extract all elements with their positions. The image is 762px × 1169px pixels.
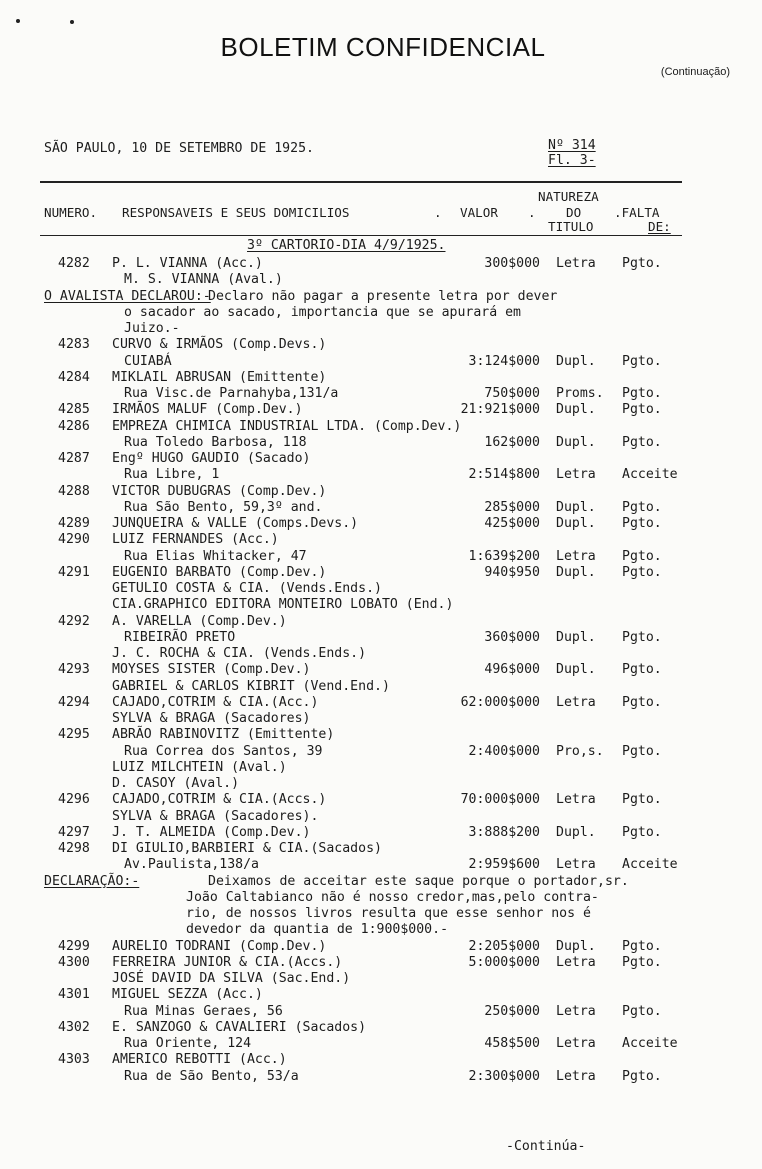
entry-responsible: AURELIO TODRANI (Comp.Dev.)	[112, 938, 327, 954]
table-row	[0, 630, 762, 646]
table-row	[0, 419, 762, 435]
entry-responsible: JUNQUEIRA & VALLE (Comps.Devs.)	[112, 516, 359, 531]
table-row	[0, 500, 762, 516]
entry-responsible: JOSÉ DAVID DA SILVA (Sac.End.)	[112, 971, 351, 986]
declaration-continuation: Juizo.-	[124, 321, 180, 336]
entry-responsible: MOYSES SISTER (Comp.Dev.)	[112, 662, 311, 678]
table-row	[0, 971, 762, 987]
table-row	[0, 370, 762, 386]
entry-responsible: D. CASOY (Aval.)	[112, 776, 240, 791]
table-row	[0, 272, 762, 288]
entry-fault: Pgto.	[622, 694, 662, 710]
entry-responsible: Rua Oriente, 124	[124, 1036, 252, 1051]
entry-number: 4283	[58, 337, 90, 353]
entry-value: 250$000	[484, 1003, 540, 1019]
entry-responsible: CAJADO,COTRIM & CIA.(Accs.)	[112, 792, 327, 808]
col-number: NUMERO.	[44, 205, 98, 220]
entry-fault: Pgto.	[622, 353, 662, 369]
entry-fault: Pgto.	[622, 499, 662, 515]
entry-value: 3:124$000	[468, 353, 540, 369]
entry-value: 5:000$000	[468, 954, 540, 970]
entry-responsible: Rua Visc.de Parnahyba,131/a	[124, 386, 339, 401]
entry-responsible: P. L. VIANNA (Acc.)	[112, 256, 263, 271]
entry-value: 300$000	[484, 256, 540, 271]
entry-title-type: Pro,s.	[556, 743, 604, 759]
col-responsible: RESPONSAVEIS E SEUS DOMICILIOS	[122, 205, 350, 220]
table-row	[0, 435, 762, 451]
entry-title-type: Letra	[556, 1003, 596, 1019]
page-title: BOLETIM CONFIDENCIAL	[220, 32, 546, 62]
entry-responsible: EMPREZA CHIMICA INDUSTRIAL LTDA. (Comp.Dev.)	[112, 418, 462, 434]
entry-responsible: SYLVA & BRAGA (Sacadores)	[112, 711, 311, 726]
table-row	[0, 516, 762, 532]
table-row	[0, 289, 762, 305]
entry-responsible: Rua Correa dos Santos, 39	[124, 743, 323, 759]
col-sep-dot: .	[434, 205, 442, 220]
declaration-continuation: o sacador ao sacado, importancia que se apurará em	[124, 304, 521, 320]
entry-fault: Pgto.	[622, 792, 662, 808]
table-row	[0, 809, 762, 825]
entry-responsible: EUGENIO BARBATO (Comp.Dev.)	[112, 564, 327, 580]
declaration-continuation: rio, de nossos livros resulta que esse senhor nos é	[186, 906, 591, 921]
table-row	[0, 874, 762, 890]
entry-value: 360$000	[484, 629, 540, 645]
entry-value: 425$000	[484, 516, 540, 531]
table-row	[0, 354, 762, 370]
entry-responsible: Rua Elias Whitacker, 47	[124, 548, 307, 564]
entry-number: 4287	[58, 451, 90, 466]
entry-responsible: LUIZ MILCHTEIN (Aval.)	[112, 759, 287, 775]
entry-title-type: Dupl.	[556, 516, 596, 531]
entry-responsible: CURVO & IRMÃOS (Comp.Devs.)	[112, 337, 327, 353]
entry-number: 4286	[58, 418, 90, 434]
table-row	[0, 939, 762, 955]
entry-responsible: CIA.GRAPHICO EDITORA MONTEIRO LOBATO (End.)	[112, 597, 454, 613]
bulletin-number: Nº 314	[548, 138, 596, 153]
entry-fault: Pgto.	[622, 564, 662, 580]
entry-number: 4303	[58, 1052, 90, 1068]
ink-dot	[70, 20, 74, 24]
entry-title-type: Dupl.	[556, 434, 596, 450]
entry-fault: Acceite	[622, 467, 678, 483]
entry-title-type: Letra	[556, 694, 596, 710]
entry-number: 4298	[58, 841, 90, 856]
entry-fault: Pgto.	[622, 954, 662, 970]
entry-value: 458$500	[484, 1036, 540, 1051]
sheet-number: Fl. 3-	[548, 153, 596, 168]
table-row	[0, 825, 762, 841]
entry-responsible: J. T. ALMEIDA (Comp.Dev.)	[112, 824, 311, 840]
entry-responsible: Engº HUGO GAUDIO (Sacado)	[112, 451, 311, 466]
table-row	[0, 256, 762, 272]
table-row	[0, 646, 762, 662]
entry-number: 4294	[58, 694, 90, 710]
entry-title-type: Letra	[556, 857, 596, 873]
entry-fault: Pgto.	[622, 516, 662, 531]
table-row	[0, 662, 762, 678]
entry-responsible: MIKLAIL ABRUSAN (Emittente)	[112, 369, 327, 385]
col-nature-3: TITULO	[548, 219, 594, 234]
table-row	[0, 386, 762, 402]
entry-fault: Pgto.	[622, 256, 662, 271]
col-nature-2: DO	[566, 205, 582, 220]
table-row	[0, 402, 762, 418]
table-row	[0, 467, 762, 483]
table-row	[0, 695, 762, 711]
entry-title-type: Letra	[556, 467, 596, 483]
entry-responsible: AMERICO REBOTTI (Acc.)	[112, 1052, 287, 1068]
header-rule-bottom	[40, 235, 682, 236]
table-row	[0, 565, 762, 581]
entry-title-type: Letra	[556, 792, 596, 808]
table-row	[0, 711, 762, 727]
entry-number: 4282	[58, 256, 90, 271]
entry-value: 2:400$000	[468, 743, 540, 759]
table-row	[0, 890, 762, 906]
entry-responsible: SYLVA & BRAGA (Sacadores).	[112, 808, 319, 824]
declaration-continuation: devedor da quantia de 1:900$000.-	[186, 922, 449, 938]
entry-value: 285$000	[484, 499, 540, 515]
table-row	[0, 776, 762, 792]
table-row	[0, 744, 762, 760]
entry-fault: Pgto.	[622, 743, 662, 759]
entry-number: 4291	[58, 564, 90, 580]
table-row	[0, 1052, 762, 1068]
entry-value: 940$950	[484, 564, 540, 580]
entry-title-type: Dupl.	[556, 499, 596, 515]
entry-number: 4284	[58, 369, 90, 385]
table-row	[0, 955, 762, 971]
entry-value: 3:888$200	[468, 824, 540, 840]
entry-title-type: Letra	[556, 1068, 596, 1084]
entry-fault: Pgto.	[622, 386, 662, 401]
entry-number: 4297	[58, 824, 90, 840]
entry-number: 4292	[58, 613, 90, 629]
entry-value: 496$000	[484, 662, 540, 678]
table-row	[0, 484, 762, 500]
entry-responsible: IRMÃOS MALUF (Comp.Dev.)	[112, 402, 303, 418]
entry-fault: Pgto.	[622, 548, 662, 564]
entry-value: 2:300$000	[468, 1068, 540, 1084]
col-fault-2: DE:	[648, 219, 671, 234]
entry-number: 4293	[58, 662, 90, 678]
entry-responsible: CUIABÁ	[124, 353, 172, 369]
entry-number: 4290	[58, 532, 90, 548]
entry-value: 750$000	[484, 386, 540, 401]
entry-title-type: Dupl.	[556, 629, 596, 645]
declaration-text: Declaro não pagar a presente letra por dever	[208, 288, 558, 304]
table-row	[0, 337, 762, 353]
entry-fault: Acceite	[622, 1036, 678, 1051]
entry-fault: Pgto.	[622, 402, 662, 418]
entry-number: 4299	[58, 938, 90, 954]
declaration-continuation: João Caltabianco não é nosso credor,mas,pelo contra-	[186, 889, 599, 905]
table-row	[0, 841, 762, 857]
entry-responsible: Rua de São Bento, 53/a	[124, 1068, 299, 1084]
entry-title-type: Letra	[556, 548, 596, 564]
entry-title-type: Letra	[556, 954, 596, 970]
col-fault-1: .FALTA	[614, 205, 660, 220]
entry-responsible: DI GIULIO,BARBIERI & CIA.(Sacados)	[112, 841, 382, 856]
table-row	[0, 727, 762, 743]
entry-responsible: GETULIO COSTA & CIA. (Vends.Ends.)	[112, 581, 382, 596]
entry-number: 4300	[58, 954, 90, 970]
entry-value: 2:205$000	[468, 938, 540, 954]
entry-title-type: Dupl.	[556, 662, 596, 678]
footer-continua: -Continúa-	[506, 1139, 586, 1154]
entry-value: 2:514$800	[468, 467, 540, 483]
section-title: 3º CARTORIO-DIA 4/9/1925.	[247, 238, 446, 253]
entry-value: 21:921$000	[460, 402, 540, 418]
entry-responsible: Rua Minas Geraes, 56	[124, 1003, 283, 1019]
entry-title-type: Dupl.	[556, 824, 596, 840]
table-row	[0, 1004, 762, 1020]
header-rule-top	[40, 181, 682, 183]
table-row	[0, 1020, 762, 1036]
entry-number: 4288	[58, 483, 90, 499]
entry-responsible: Rua Libre, 1	[124, 467, 220, 483]
col-nature-1: NATUREZA	[538, 189, 599, 204]
table-row	[0, 614, 762, 630]
table-row	[0, 857, 762, 873]
entry-title-type: Letra	[556, 1036, 596, 1051]
table-row	[0, 922, 762, 938]
entry-responsible: FERREIRA JUNIOR & CIA.(Accs.)	[112, 954, 343, 970]
entry-value: 70:000$000	[460, 792, 540, 808]
table-row	[0, 1036, 762, 1052]
table-row	[0, 549, 762, 565]
entry-responsible: MIGUEL SEZZA (Acc.)	[112, 987, 263, 1003]
entry-title-type: Dupl.	[556, 402, 596, 418]
entry-fault: Pgto.	[622, 629, 662, 645]
entry-fault: Pgto.	[622, 662, 662, 678]
declaration-text: Deixamos de acceitar este saque porque o portador,sr.	[208, 873, 629, 889]
entry-title-type: Proms.	[556, 386, 604, 401]
entry-title-type: Dupl.	[556, 564, 596, 580]
table-row	[0, 987, 762, 1003]
entry-title-type: Dupl.	[556, 353, 596, 369]
declaration-label: DECLARAÇÃO:-	[44, 873, 140, 889]
table-row	[0, 792, 762, 808]
entry-responsible: VICTOR DUBUGRAS (Comp.Dev.)	[112, 483, 327, 499]
table-row	[0, 906, 762, 922]
entry-responsible: CAJADO,COTRIM & CIA.(Acc.)	[112, 694, 319, 710]
entry-fault: Pgto.	[622, 1068, 662, 1084]
table-row	[0, 321, 762, 337]
entry-value: 1:639$200	[468, 548, 540, 564]
continuation-note: (Continuação)	[660, 66, 730, 78]
city-date: SÃO PAULO, 10 DE SETEMBRO DE 1925.	[44, 141, 314, 156]
entry-responsible: E. SANZOGO & CAVALIERI (Sacados)	[112, 1019, 367, 1035]
entry-title-type: Dupl.	[556, 938, 596, 954]
entry-number: 4301	[58, 987, 90, 1003]
entry-value: 62:000$000	[460, 694, 540, 710]
entry-responsible: Rua Toledo Barbosa, 118	[124, 434, 307, 450]
table-row	[0, 760, 762, 776]
entry-number: 4296	[58, 792, 90, 808]
table-row	[0, 597, 762, 613]
entry-fault: Pgto.	[622, 434, 662, 450]
entry-responsible: LUIZ FERNANDES (Acc.)	[112, 532, 279, 548]
entry-number: 4295	[58, 727, 90, 743]
entry-responsible: ABRÃO RABINOVITZ (Emittente)	[112, 727, 335, 743]
col-sep-dot: .	[528, 205, 536, 220]
declaration-label: O AVALISTA DECLAROU:-	[44, 288, 211, 304]
table-row	[0, 1069, 762, 1085]
entry-responsible: A. VARELLA (Comp.Dev.)	[112, 613, 287, 629]
table-row	[0, 532, 762, 548]
table-row	[0, 305, 762, 321]
table-row	[0, 451, 762, 467]
entry-responsible: GABRIEL & CARLOS KIBRIT (Vend.End.)	[112, 678, 390, 694]
entry-number: 4285	[58, 402, 90, 418]
entry-number: 4302	[58, 1019, 90, 1035]
entry-fault: Acceite	[622, 857, 678, 873]
ink-dot	[16, 19, 20, 23]
entry-value: 2:959$600	[468, 857, 540, 873]
col-value: VALOR	[460, 205, 498, 220]
entry-responsible: M. S. VIANNA (Aval.)	[124, 272, 283, 288]
table-row	[0, 679, 762, 695]
entry-fault: Pgto.	[622, 938, 662, 954]
entry-title-type: Letra	[556, 256, 596, 271]
entry-responsible: Rua São Bento, 59,3º and.	[124, 499, 323, 515]
entry-number: 4289	[58, 516, 90, 531]
entry-fault: Pgto.	[622, 1003, 662, 1019]
entry-responsible: J. C. ROCHA & CIA. (Vends.Ends.)	[112, 646, 367, 661]
table-row	[0, 581, 762, 597]
entry-value: 162$000	[484, 434, 540, 450]
entry-responsible: RIBEIRÃO PRETO	[124, 629, 236, 645]
entry-responsible: Av.Paulista,138/a	[124, 857, 259, 873]
entry-fault: Pgto.	[622, 824, 662, 840]
